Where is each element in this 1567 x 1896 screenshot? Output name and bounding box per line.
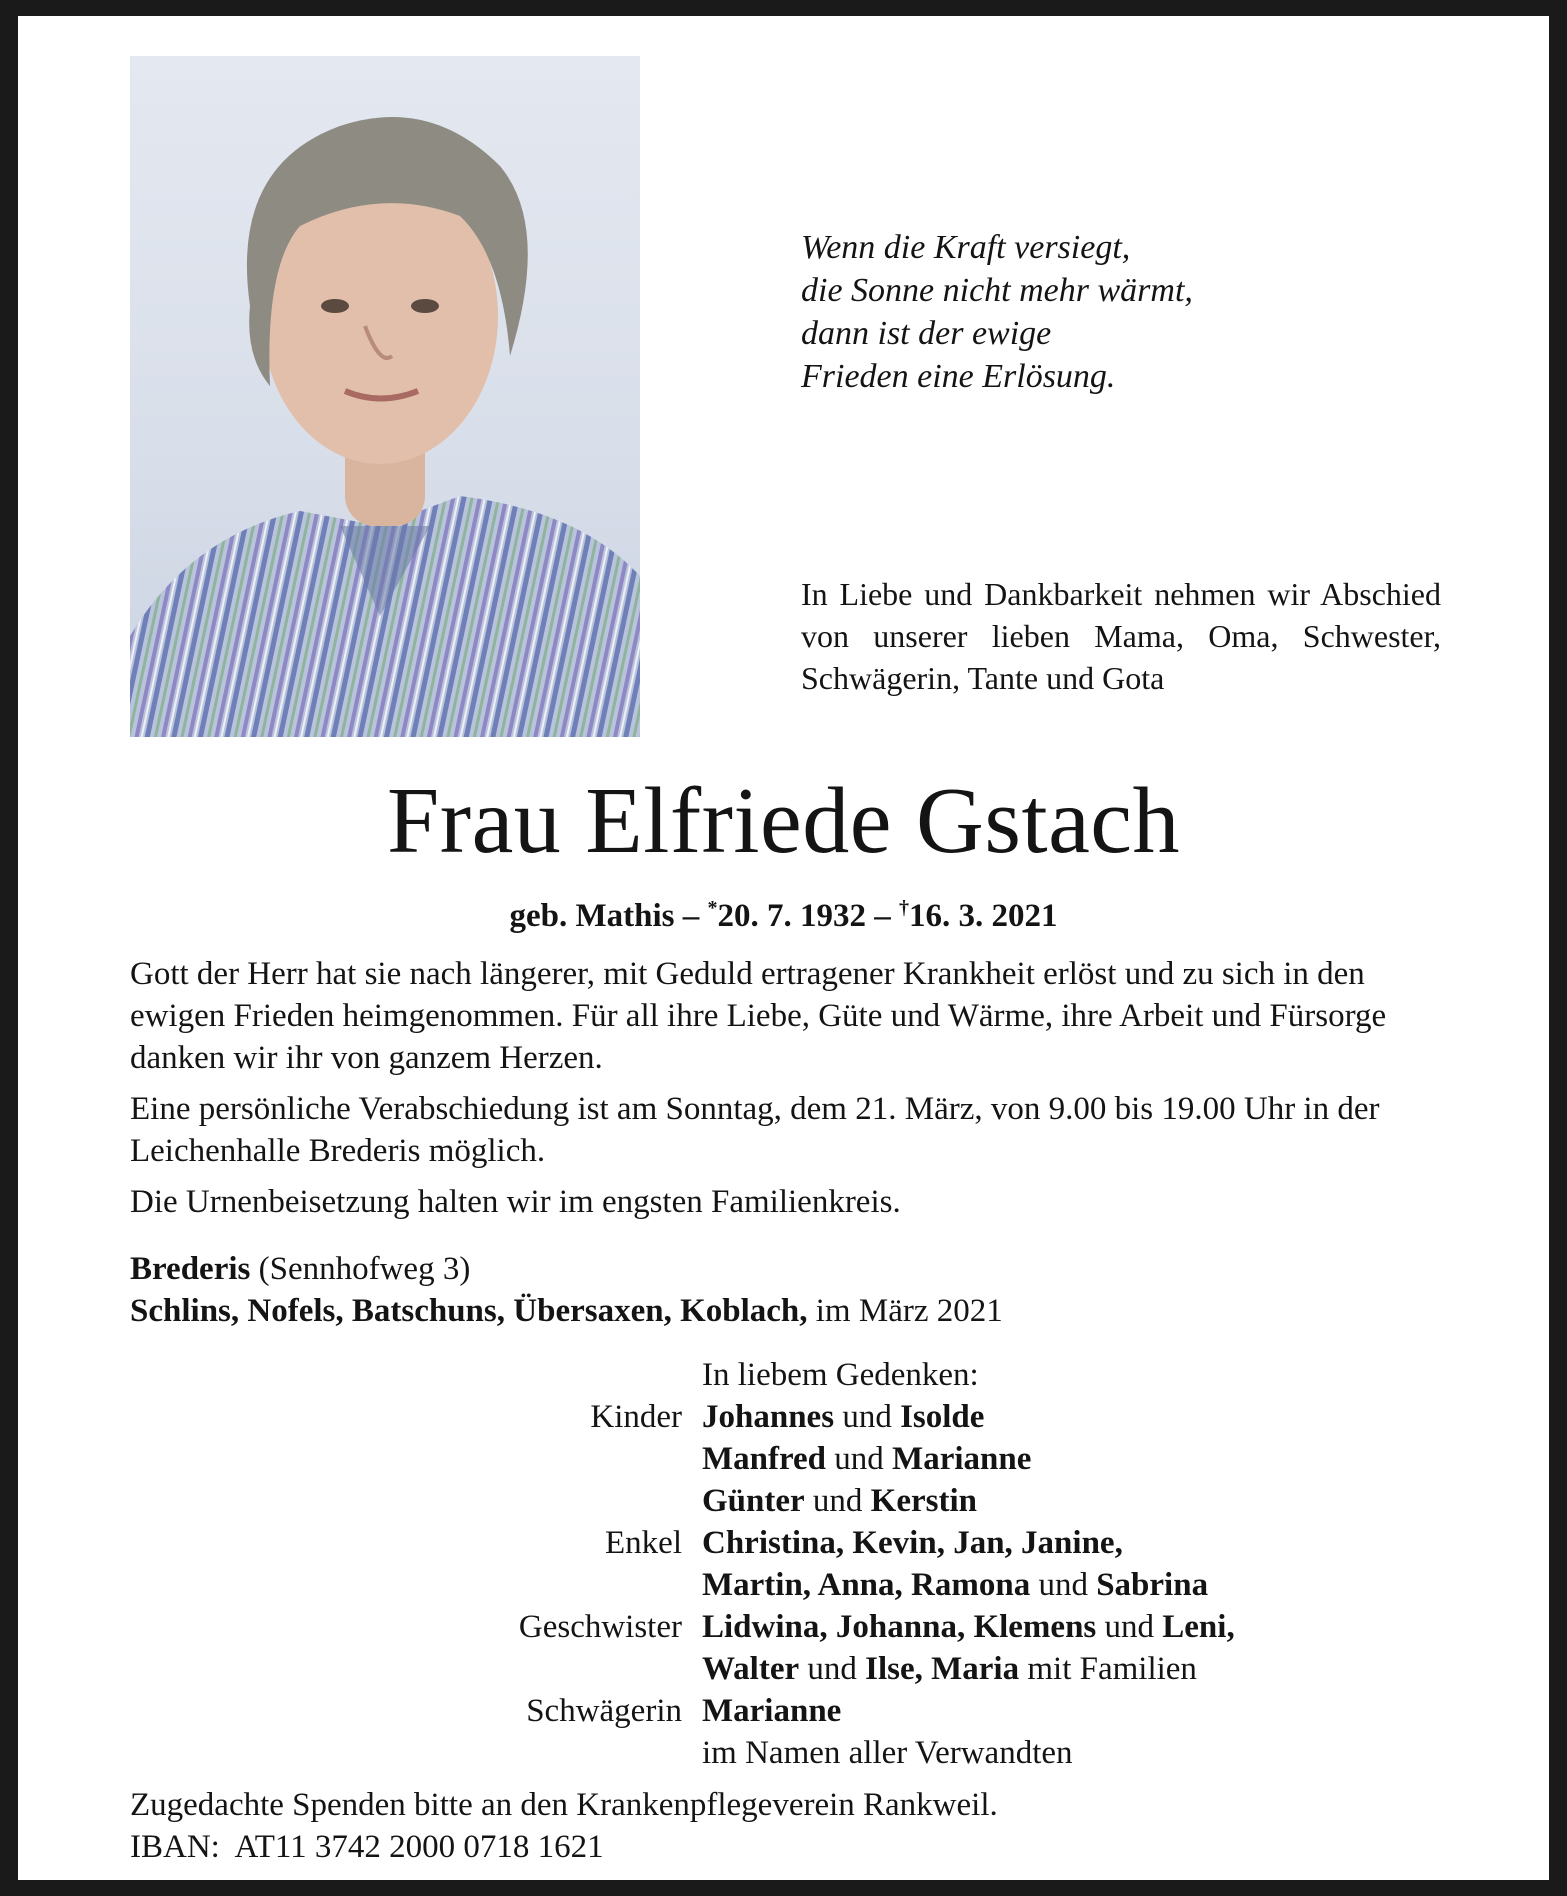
mourner-row (130, 1564, 1443, 1606)
portrait-illustration (130, 56, 640, 737)
mourners-list (130, 1354, 1443, 1774)
mourner-relation: Geschwister (518, 1609, 682, 1645)
motto-line: dann ist der ewige (801, 315, 1052, 352)
mourner-name: Walter (702, 1651, 800, 1687)
mourner-name: Kerstin (870, 1483, 977, 1519)
date-separator: – (682, 898, 700, 934)
mourner-name: Leni, (1162, 1609, 1235, 1645)
mourner-names (702, 1648, 1443, 1690)
mourner-names (702, 1606, 1443, 1648)
mourner-relation: Enkel (605, 1525, 682, 1561)
mourner-connector: und (1104, 1609, 1155, 1645)
mourner-names (702, 1564, 1443, 1606)
mourner-relation: Kinder (590, 1399, 682, 1435)
paragraph: Eine persönliche Verabschiedung ist am Sonntag, dem 21. März, von 9.00 bis 19.00 Uhr in der Leichenhalle Brederis möglich. (130, 1091, 1380, 1169)
death-symbol: † (899, 897, 909, 919)
mourners-heading: In liebem Gedenken: (702, 1357, 979, 1393)
mourner-names (702, 1522, 1443, 1564)
iban-value: AT11 3742 2000 0718 1621 (234, 1829, 604, 1865)
mourner-name: Lidwina, Johanna, Klemens (702, 1609, 1097, 1645)
place-line (130, 1248, 1443, 1290)
mourner-row (130, 1522, 1443, 1564)
birth-date: 20. 7. 1932 (717, 898, 866, 934)
mourner-row (130, 1648, 1443, 1690)
motto-line: Frieden eine Erlösung. (801, 358, 1116, 395)
iban-line (130, 1826, 1443, 1868)
intro-text: In Liebe und Dankbarkeit nehmen wir Abschied von unserer lieben Mama, Oma, Schwester, Schwägerin, Tante und Gota (801, 576, 1441, 696)
paragraph: Die Urnenbeisetzung halten wir im engsten Familienkreis. (130, 1184, 901, 1220)
life-dates (18, 886, 1549, 938)
place-rest: im März 2021 (815, 1293, 1003, 1329)
portrait-photo (130, 56, 640, 737)
mourner-name: Martin, Anna, Ramona (702, 1567, 1031, 1603)
mourner-connector: mit Familien (1027, 1651, 1197, 1687)
mourner-name: Manfred (702, 1441, 827, 1477)
mourner-relation (130, 1564, 702, 1606)
mourner-relation (130, 1648, 702, 1690)
mourner-names (702, 1690, 1443, 1732)
mourner-row (130, 1690, 1443, 1732)
motto-verse (801, 226, 1321, 398)
mourner-row (130, 1480, 1443, 1522)
mourner-connector: und (1038, 1567, 1088, 1603)
mourners-heading-row (130, 1354, 1443, 1396)
mourner-name: Isolde (900, 1399, 985, 1435)
mourner-name: Sabrina (1096, 1567, 1209, 1603)
motto-line: die Sonne nicht mehr wärmt, (801, 272, 1193, 309)
mourner-rows (130, 1396, 1443, 1732)
death-date: 16. 3. 2021 (909, 898, 1058, 934)
birth-name: geb. Mathis (509, 898, 675, 934)
mourner-name: Christina, Kevin, Jan, Janine, (702, 1525, 1123, 1561)
mourner-relation (130, 1438, 702, 1480)
donation-text: Zugedachte Spenden bitte an den Krankenpflegeverein Rankweil. (130, 1787, 998, 1823)
announcement-text (130, 953, 1443, 1232)
birth-symbol: * (707, 897, 718, 919)
mourner-name: Marianne (892, 1441, 1032, 1477)
donation-footer (130, 1784, 1443, 1868)
place-bold: Schlins, Nofels, Batschuns, Übersaxen, Koblach, (130, 1293, 808, 1329)
mourner-name: Johannes (702, 1399, 835, 1435)
mourner-row (130, 1438, 1443, 1480)
paragraph: Gott der Herr hat sie nach längerer, mit Geduld ertragener Krankheit erlöst und zu sich in den ewigen Frieden heimgenommen. Für all ihre Liebe, Güte und Wärme, ihre Arbeit und Fürsorge danken wir ihr von ganzem Herzen. (130, 956, 1387, 1076)
mourner-name: Ilse, Maria (865, 1651, 1020, 1687)
place-line (130, 1290, 1443, 1332)
mourner-relation: Schwägerin (526, 1693, 682, 1729)
mourner-connector: und (842, 1399, 892, 1435)
place-rest: (Sennhofweg 3) (258, 1251, 471, 1287)
mourners-closing: im Namen aller Verwandten (702, 1735, 1073, 1771)
mourner-names (702, 1438, 1443, 1480)
mourner-connector: und (807, 1651, 857, 1687)
mourner-connector: und (834, 1441, 884, 1477)
mourner-names (702, 1480, 1443, 1522)
obituary-page (18, 16, 1549, 1880)
deceased-name: Frau Elfriede Gstach (386, 769, 1181, 873)
mourner-row (130, 1396, 1443, 1438)
mourner-name: Günter (702, 1483, 805, 1519)
mourner-relation (130, 1480, 702, 1522)
iban-label: IBAN: (130, 1829, 220, 1865)
places-block (130, 1248, 1443, 1332)
date-separator: – (874, 898, 891, 934)
mourner-row (130, 1606, 1443, 1648)
motto-line: Wenn die Kraft versiegt, (801, 229, 1131, 266)
mourners-closing-row (130, 1732, 1443, 1774)
mourner-names (702, 1396, 1443, 1438)
mourner-name: Marianne (702, 1693, 842, 1729)
place-bold: Brederis (130, 1251, 251, 1287)
mourner-connector: und (812, 1483, 863, 1519)
